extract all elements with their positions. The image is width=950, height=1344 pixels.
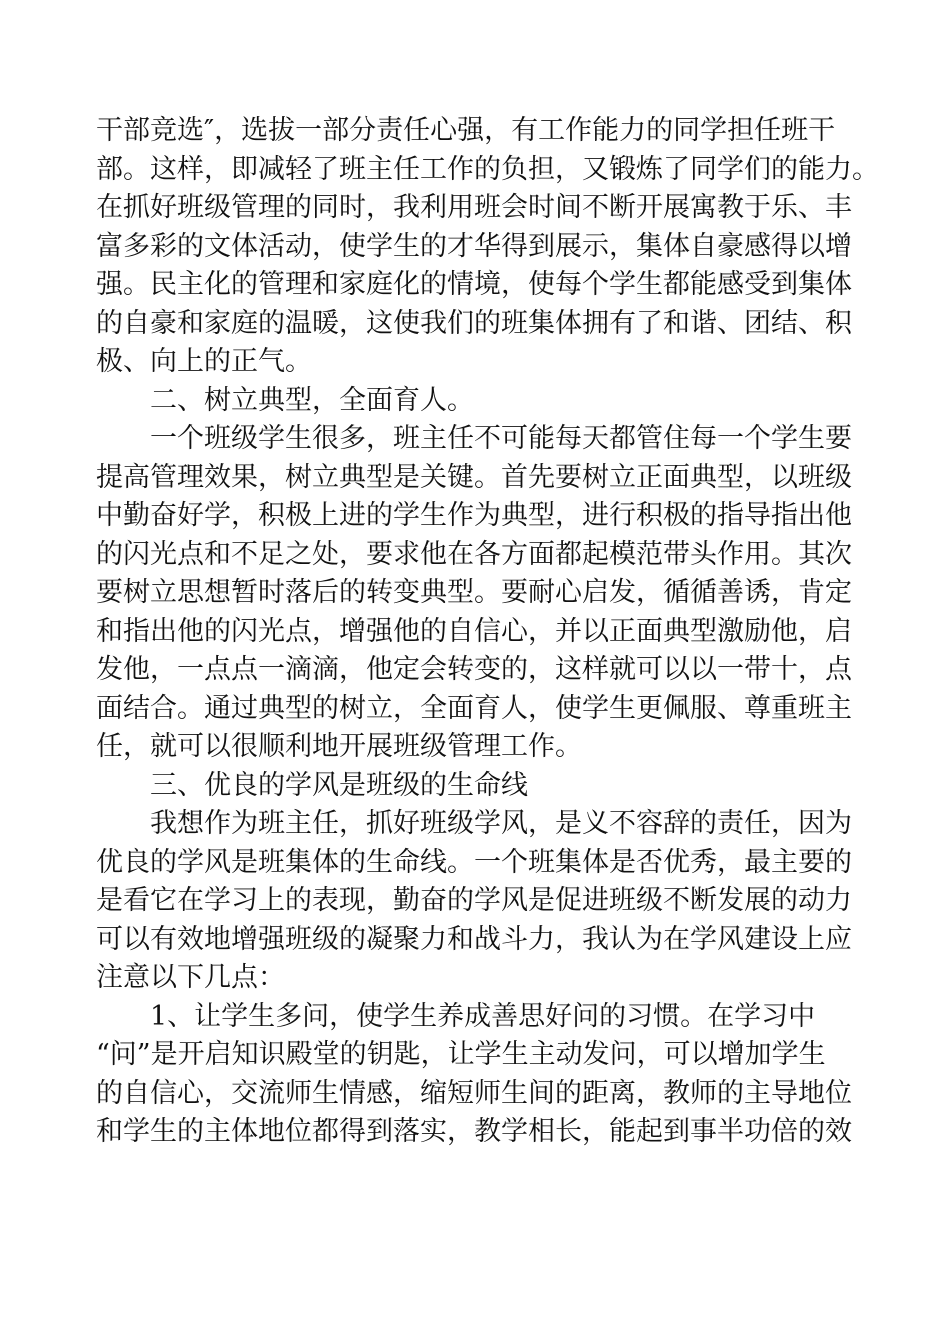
text-line: 任，就可以很顺利地开展班级管理工作。 [96,731,582,762]
text-line: 是看它在学习上的表现，勤奋的学风是促进班级不断发展的动力 [96,885,852,916]
text-line: 注意以下几点： [96,962,285,993]
text-line: “问”是开启知识殿堂的钥匙，让学生主动发问，可以增加学生 [96,1039,826,1070]
text-line: 面结合。通过典型的树立，全面育人，使学生更佩服、尊重班主 [96,692,852,724]
text-line: 要树立思想暂时落后的转变典型。要耐心启发，循循善诱，肯定 [96,577,852,608]
text-line: 在抓好班级管理的同时，我利用班会时间不断开展寓教于乐、丰 [96,192,852,223]
text-line: 和学生的主体地位都得到落实，教学相长，能起到事半功倍的效 [96,1116,852,1147]
text-line: 的自豪和家庭的温暖，这使我们的班集体拥有了和谐、团结、积 [96,307,852,339]
list-item: 1、让学生多问，使学生养成善思好问的习惯。在学习中 [150,1000,816,1032]
text-line: 一个班级学生很多，班主任不可能每天都管住每一个学生要 [150,423,852,454]
document-body [96,112,879,1152]
text-line: 发他，一点点一滴滴，他定会转变的，这样就可以以一带十，点 [96,654,852,685]
text-line: 部。这样，即减轻了班主任工作的负担，又锻炼了同学们的能力。 [96,153,879,185]
text-line: 富多彩的文体活动，使学生的才华得到展示，集体自豪感得以增 [96,230,852,262]
text-line: 提高管理效果，树立典型是关键。首先要树立正面典型，以班级 [96,461,852,493]
text-line: 可以有效地增强班级的凝聚力和战斗力，我认为在学风建设上应 [96,923,852,955]
text-line: 中勤奋好学，积极上进的学生作为典型，进行积极的指导指出他 [96,500,852,531]
text-line: 强。民主化的管理和家庭化的情境，使每个学生都能感受到集体 [96,269,852,300]
text-line: 优良的学风是班集体的生命线。一个班集体是否优秀，最主要的 [96,846,852,878]
text-line: 极、向上的正气。 [96,346,312,377]
text-line: 干部竞选″，选拔一部分责任心强，有工作能力的同学担任班干 [96,115,836,146]
section-heading: 三、优良的学风是班级的生命线 [150,769,528,801]
text-line: 的自信心，交流师生情感，缩短师生间的距离，教师的主导地位 [96,1077,852,1109]
text-line: 和指出他的闪光点，增强他的自信心，并以正面典型激励他，启 [96,615,852,647]
text-line: 的闪光点和不足之处，要求他在各方面都起模范带头作用。其次 [96,538,852,570]
section-heading: 二、树立典型，全面育人。 [150,384,474,416]
text-line: 我想作为班主任，抓好班级学风，是义不容辞的责任，因为 [150,808,852,839]
